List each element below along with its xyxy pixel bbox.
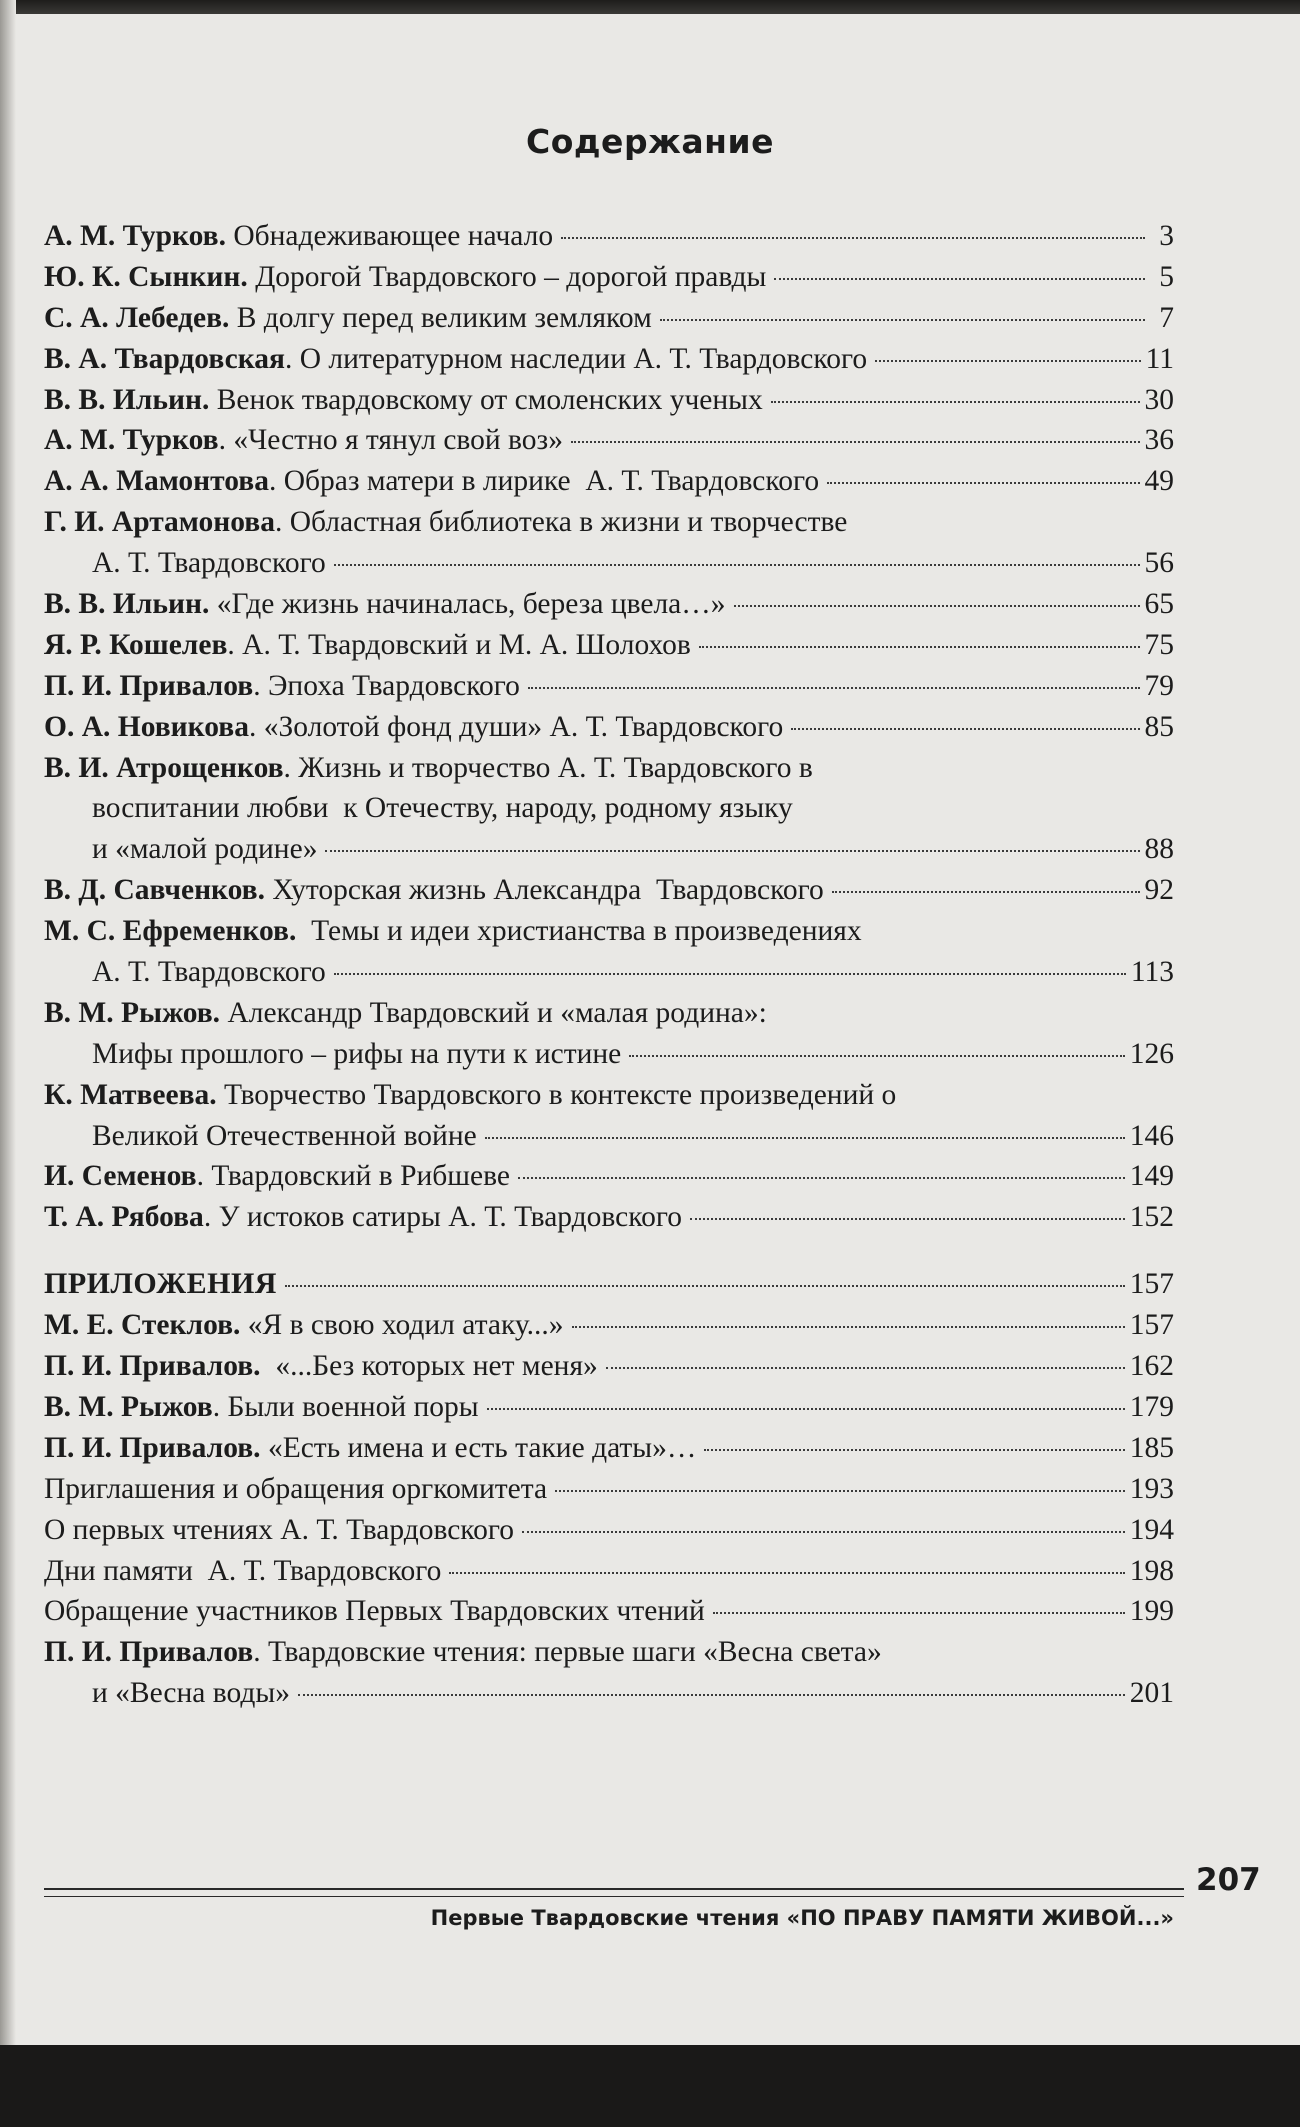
toc-entry — [44, 625, 1174, 666]
toc-line — [44, 461, 1174, 502]
toc-page-number: 88 — [1144, 833, 1174, 866]
toc-author: В. Д. Савченков. — [44, 874, 265, 907]
section-gap — [44, 1238, 1174, 1264]
toc-title: В долгу перед великим земляком — [229, 301, 652, 334]
toc-page-number: 162 — [1129, 1350, 1174, 1383]
dot-leader — [572, 1326, 1125, 1328]
toc-title: Дорогой Твардовского – дорогой правды — [247, 260, 767, 293]
appendix-heading — [44, 1264, 1174, 1305]
toc-page-number: 3 — [1159, 220, 1174, 252]
toc-line — [44, 543, 1174, 584]
dot-leader — [690, 1218, 1125, 1220]
table-of-contents — [44, 216, 1174, 1714]
dot-leader — [713, 1612, 1125, 1614]
toc-line — [44, 1034, 1174, 1075]
toc-title: . Образ матери в лирике А. Т. Твардовского — [268, 465, 820, 498]
toc-entry — [44, 1197, 1174, 1238]
toc-page-number: 179 — [1129, 1390, 1174, 1423]
toc-title: . Эпоха Твардовского — [253, 669, 520, 702]
toc-line — [44, 216, 1174, 257]
dot-leader — [791, 728, 1139, 730]
dot-leader — [827, 482, 1139, 484]
toc-author: В. М. Рыжов. — [44, 996, 221, 1029]
toc-title: . «Честно я тянул свой воз» — [218, 424, 563, 457]
toc-entry — [44, 1305, 1174, 1346]
toc-entry — [44, 1428, 1174, 1469]
dot-leader — [528, 687, 1140, 689]
toc-line — [44, 1469, 1174, 1510]
toc-entry — [44, 1510, 1174, 1551]
toc-line — [44, 380, 1174, 421]
toc-entry — [44, 1387, 1174, 1428]
toc-line — [44, 911, 1174, 952]
toc-title: . «Золотой фонд души» А. Т. Твардовского — [248, 710, 784, 743]
running-title: Первые Твардовские чтения «ПО ПРАВУ ПАМЯТИ ЖИВОЙ...» — [430, 1906, 1174, 1930]
toc-page-number: 79 — [1144, 669, 1174, 702]
dot-leader — [774, 278, 1145, 280]
toc-title: . Областная библиотека в жизни и творчестве — [274, 506, 848, 539]
toc-entry — [44, 1469, 1174, 1510]
toc-author: В. А. Твардовская — [44, 342, 285, 375]
toc-title: воспитании любви к Отечеству, народу, родному языку — [92, 792, 793, 825]
toc-page-number: 199 — [1129, 1595, 1174, 1628]
dot-leader — [660, 319, 1145, 321]
dot-leader — [555, 1490, 1125, 1492]
toc-title: А. Т. Твардовского — [92, 547, 326, 580]
toc-entry — [44, 380, 1174, 421]
toc-line — [44, 748, 1174, 789]
toc-line — [44, 829, 1174, 870]
toc-author: Г. И. Артамонова — [44, 506, 275, 539]
dot-leader — [485, 1137, 1125, 1139]
dot-leader — [334, 564, 1140, 566]
toc-page-number: 146 — [1129, 1119, 1174, 1152]
toc-line — [44, 952, 1174, 993]
toc-entry — [44, 584, 1174, 625]
toc-line — [44, 420, 1174, 461]
toc-line — [44, 298, 1174, 339]
toc-page-number: 193 — [1129, 1472, 1174, 1505]
toc-page-number: 92 — [1144, 874, 1174, 907]
toc-line — [44, 502, 1174, 543]
toc-author: В. М. Рыжов — [44, 1390, 213, 1423]
toc-title: и «Весна воды» — [92, 1677, 290, 1710]
toc-page-number: 201 — [1129, 1677, 1174, 1710]
toc-author: В. В. Ильин. — [44, 588, 210, 621]
toc-title: А. Т. Твардовского — [92, 956, 326, 989]
toc-author: ПРИЛОЖЕНИЯ — [44, 1267, 277, 1301]
toc-page-number: 49 — [1144, 465, 1174, 498]
toc-author: М. С. Ефременков. — [44, 915, 297, 948]
toc-line — [44, 1156, 1174, 1197]
toc-entry — [44, 707, 1174, 748]
toc-author: О. А. Новикова — [44, 710, 249, 743]
toc-page-number: 36 — [1144, 424, 1174, 457]
toc-page-number: 113 — [1130, 956, 1174, 989]
spine-shadow — [0, 0, 16, 2127]
toc-line — [44, 625, 1174, 666]
toc-page-number: 157 — [1129, 1268, 1174, 1301]
toc-author: М. Е. Стеклов. — [44, 1309, 241, 1342]
dot-leader — [606, 1367, 1125, 1369]
toc-line — [44, 1075, 1174, 1116]
toc-title: Хуторская жизнь Александра Твардовского — [265, 874, 824, 907]
toc-line — [44, 339, 1174, 380]
toc-page-number: 11 — [1145, 342, 1174, 375]
toc-title: . Жизнь и творчество А. Т. Твардовского в — [283, 751, 813, 784]
dot-leader — [734, 605, 1140, 607]
toc-author: С. А. Лебедев. — [44, 301, 230, 334]
toc-author: Ю. К. Сынкин. — [44, 260, 248, 293]
page-bottom-edge — [0, 2045, 1300, 2127]
toc-entry — [44, 1591, 1174, 1632]
toc-page-number: 126 — [1129, 1037, 1174, 1070]
dot-leader — [518, 1177, 1125, 1179]
toc-page-number: 85 — [1144, 710, 1174, 743]
toc-title: Творчество Твардовского в контексте произведений о — [216, 1078, 897, 1111]
toc-line — [44, 707, 1174, 748]
toc-title: . Были военной поры — [212, 1390, 479, 1423]
toc-line — [44, 1197, 1174, 1238]
toc-entry — [44, 1156, 1174, 1197]
toc-line — [44, 584, 1174, 625]
toc-page-number: 149 — [1129, 1160, 1174, 1193]
toc-entry — [44, 911, 1174, 993]
toc-entry — [44, 1075, 1174, 1157]
toc-author: И. Семенов — [44, 1160, 197, 1193]
toc-entry — [44, 1346, 1174, 1387]
toc-title: . Твардовский в Рибшеве — [196, 1160, 510, 1193]
page-top-edge — [0, 0, 1300, 14]
toc-entry — [44, 216, 1174, 257]
dot-leader — [298, 1694, 1125, 1696]
toc-line — [44, 993, 1174, 1034]
dot-leader — [487, 1408, 1125, 1410]
footer-rule — [44, 1888, 1184, 1897]
toc-title: . У истоков сатиры А. Т. Твардовского — [203, 1201, 682, 1234]
toc-title: Мифы прошлого – рифы на пути к истине — [92, 1037, 622, 1070]
toc-title: Обращение участников Первых Твардовских чтений — [44, 1595, 705, 1628]
toc-entry — [44, 502, 1174, 584]
toc-entry — [44, 748, 1174, 871]
toc-title: Великой Отечественной войне — [92, 1119, 477, 1152]
toc-title: и «малой родине» — [92, 833, 318, 866]
toc-line — [44, 1510, 1174, 1551]
toc-entry — [44, 1551, 1174, 1592]
dot-leader — [629, 1055, 1124, 1057]
toc-page-number: 75 — [1144, 628, 1174, 661]
toc-page-number: 56 — [1144, 547, 1174, 580]
toc-entry — [44, 339, 1174, 380]
toc-author: В. И. Атрощенков — [44, 751, 284, 784]
toc-line — [44, 788, 1174, 829]
toc-line — [44, 1428, 1174, 1469]
toc-title: Темы и идеи христианства в произведениях — [296, 915, 862, 948]
toc-entry — [44, 461, 1174, 502]
toc-title: О первых чтениях А. Т. Твардовского — [44, 1513, 514, 1546]
toc-title: . О литературном наследии А. Т. Твардовского — [284, 342, 868, 375]
toc-line — [44, 1346, 1174, 1387]
toc-author: П. И. Привалов — [44, 669, 254, 702]
dot-leader — [285, 1285, 1125, 1287]
toc-author: К. Матвеева. — [44, 1078, 217, 1111]
toc-page-number: 7 — [1159, 301, 1174, 334]
dot-leader — [875, 360, 1141, 362]
toc-title: Обнадеживающее начало — [225, 220, 554, 252]
toc-title: «Я в свою ходил атаку...» — [240, 1309, 564, 1342]
toc-title: Александр Твардовский и «малая родина»: — [220, 996, 767, 1029]
toc-entry — [44, 666, 1174, 707]
toc-author: А. М. Турков. — [44, 220, 226, 252]
dot-leader — [571, 441, 1140, 443]
page-number: 207 — [1196, 1862, 1261, 1898]
toc-page-number: 198 — [1129, 1554, 1174, 1587]
toc-author: П. И. Привалов — [44, 1636, 254, 1669]
toc-author: П. И. Привалов. — [44, 1350, 261, 1383]
dot-leader — [771, 401, 1140, 403]
toc-entry — [44, 993, 1174, 1075]
toc-line — [44, 1305, 1174, 1346]
toc-line — [44, 257, 1174, 298]
toc-entry — [44, 1632, 1174, 1714]
toc-line — [44, 1632, 1174, 1673]
toc-entry — [44, 870, 1174, 911]
toc-line — [44, 1591, 1174, 1632]
dot-leader — [334, 973, 1126, 975]
toc-author: А. М. Турков — [44, 424, 219, 457]
toc-page-number: 65 — [1144, 588, 1174, 621]
toc-line — [44, 1116, 1174, 1157]
toc-title: Венок твардовскому от смоленских ученых — [209, 383, 763, 416]
toc-page-number: 185 — [1129, 1431, 1174, 1464]
toc-line — [44, 870, 1174, 911]
toc-author: А. А. Мамонтова — [44, 465, 269, 498]
toc-author: В. В. Ильин. — [44, 383, 210, 416]
toc-line — [44, 1387, 1174, 1428]
dot-leader — [449, 1572, 1124, 1574]
toc-line — [44, 1673, 1174, 1714]
toc-author: П. И. Привалов. — [44, 1431, 261, 1464]
toc-entry — [44, 298, 1174, 339]
toc-entry — [44, 257, 1174, 298]
toc-author: Я. Р. Кошелев — [44, 628, 228, 661]
toc-title: Дни памяти А. Т. Твардовского — [44, 1554, 442, 1587]
toc-page-number: 152 — [1129, 1201, 1174, 1234]
toc-title: . Твардовские чтения: первые шаги «Весна света» — [253, 1636, 882, 1669]
dot-leader — [704, 1449, 1124, 1451]
toc-line — [44, 666, 1174, 707]
toc-page-number: 157 — [1129, 1309, 1174, 1342]
dot-leader — [699, 646, 1140, 648]
toc-title: . А. Т. Твардовский и М. А. Шолохов — [227, 628, 691, 661]
toc-title: «Есть имена и есть такие даты»… — [260, 1431, 697, 1464]
dot-leader — [832, 891, 1140, 893]
toc-entry — [44, 420, 1174, 461]
toc-line — [44, 1551, 1174, 1592]
toc-page-number: 30 — [1144, 383, 1174, 416]
page-title: Содержание — [526, 122, 774, 161]
toc-author: Т. А. Рябова — [44, 1201, 204, 1234]
toc-page-number: 5 — [1159, 260, 1174, 293]
toc-title: «Где жизнь начиналась, береза цвела…» — [209, 588, 726, 621]
toc-title: «...Без которых нет меня» — [260, 1350, 598, 1383]
toc-title: Приглашения и обращения оргкомитета — [44, 1472, 548, 1505]
toc-line — [44, 1264, 1174, 1305]
dot-leader — [325, 850, 1139, 852]
toc-page-number: 194 — [1129, 1513, 1174, 1546]
dot-leader — [522, 1531, 1125, 1533]
dot-leader — [561, 237, 1145, 239]
